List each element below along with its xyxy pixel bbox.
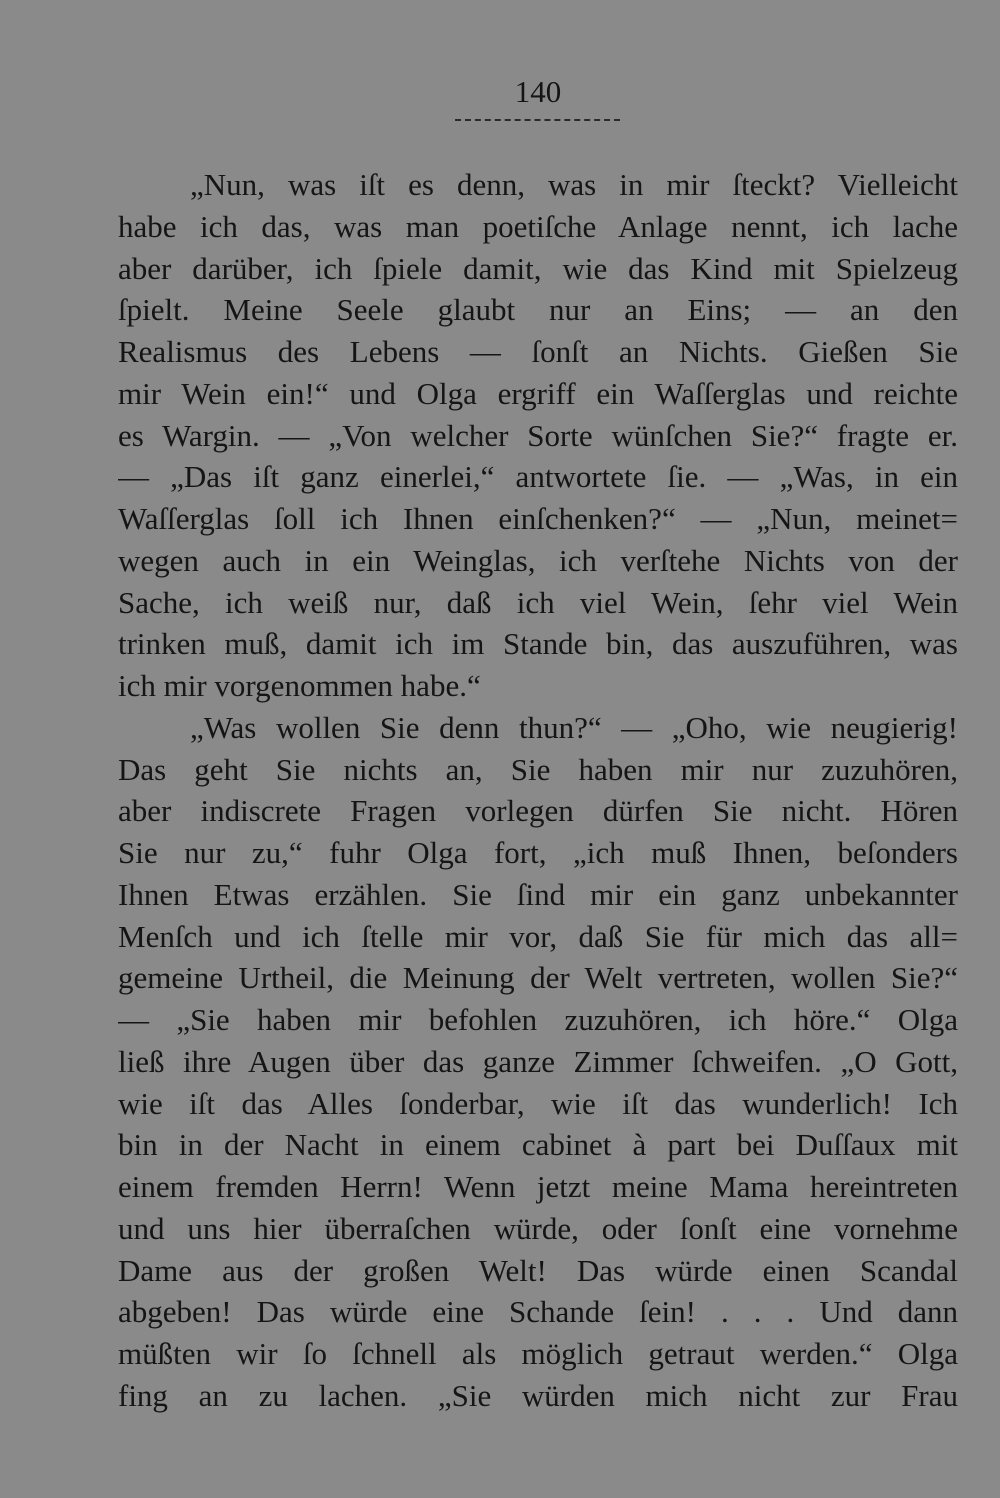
page-number: 140 [514, 74, 562, 109]
text-line: aber darüber, ich ſpiele damit, wie das Kind mit Spielzeug [118, 250, 958, 286]
text-line: — „Das iſt ganz einerlei,“ antwortete ſie. — „Was, in ein [118, 459, 958, 495]
text-line: wegen auch in ein Weinglas, ich verſtehe Nichts von der [118, 542, 958, 578]
text-line: „Was wollen Sie denn thun?“ — „Oho, wie neugierig! [190, 709, 958, 745]
text-line: aber indiscrete Fragen vorlegen dürfen Sie nicht. Hören [118, 793, 958, 829]
text-line: es Wargin. — „Von welcher Sorte wünſchen Sie?“ fragte er. [118, 417, 958, 453]
text-line: Ihnen Etwas erzählen. Sie ſind mir ein ganz unbekannter [118, 876, 958, 912]
text-line: „Nun, was iſt es denn, was in mir ſteckt? Vielleicht [190, 167, 958, 202]
text-line: gemeine Urtheil, die Meinung der Welt vertreten, wollen Sie?“ [118, 960, 958, 996]
text-line: müßten wir ſo ſchnell als möglich getraut werden.“ Olga [118, 1336, 958, 1371]
text-line: Waſſerglas ſoll ich Ihnen einſchenken?“ — „Nun, meinet= [118, 501, 958, 536]
text-line: abgeben! Das würde eine Schande ſein! . . . Und dann [118, 1294, 958, 1330]
text-line: und uns hier überraſchen würde, oder ſonſt eine vornehme [118, 1210, 958, 1246]
text-line: wie iſt das Alles ſonderbar, wie iſt das wunderlich! Ich [118, 1085, 958, 1121]
text-line: habe ich das, was man poetiſche Anlage nennt, ich lache [118, 208, 958, 244]
text-line: bin in der Nacht in einem cabinet à part bei Duſſaux mit [118, 1127, 958, 1163]
text-line: mir Wein ein!“ und Olga ergriff ein Waſſerglas und reichte [118, 375, 958, 411]
body-text [118, 164, 958, 1417]
text-line: Sie nur zu,“ fuhr Olga fort, „ich muß Ihnen, beſonders [118, 835, 958, 870]
text-line: — „Sie haben mir befohlen zuzuhören, ich höre.“ Olga [118, 1002, 958, 1037]
text-line: fing an zu lachen. „Sie würden mich nicht zur Frau [118, 1377, 958, 1413]
text-line: einem fremden Herrn! Wenn jetzt meine Mama hereintreten [118, 1169, 958, 1204]
text-line: Realismus des Lebens — ſonſt an Nichts. Gießen Sie [118, 334, 958, 369]
text-line: Sache, ich weiß nur, daß ich viel Wein, ſehr viel Wein [118, 584, 958, 620]
text-line: ich mir vorgenommen habe.“ [118, 668, 481, 703]
text-line: ließ ihre Augen über das ganze Zimmer ſchweifen. „O Gott, [118, 1043, 958, 1079]
text-line: Dame aus der großen Welt! Das würde einen Scandal [118, 1252, 958, 1288]
text-line: Menſch und ich ſtelle mir vor, daß Sie für mich das all= [118, 918, 958, 954]
text-line: ſpielt. Meine Seele glaubt nur an Eins; — an den [118, 292, 958, 328]
text-line: Das geht Sie nichts an, Sie haben mir nur zuzuhören, [118, 751, 958, 787]
text-line: trinken muß, damit ich im Stande bin, das auszuführen, was [118, 626, 958, 662]
page-rule [455, 119, 620, 121]
